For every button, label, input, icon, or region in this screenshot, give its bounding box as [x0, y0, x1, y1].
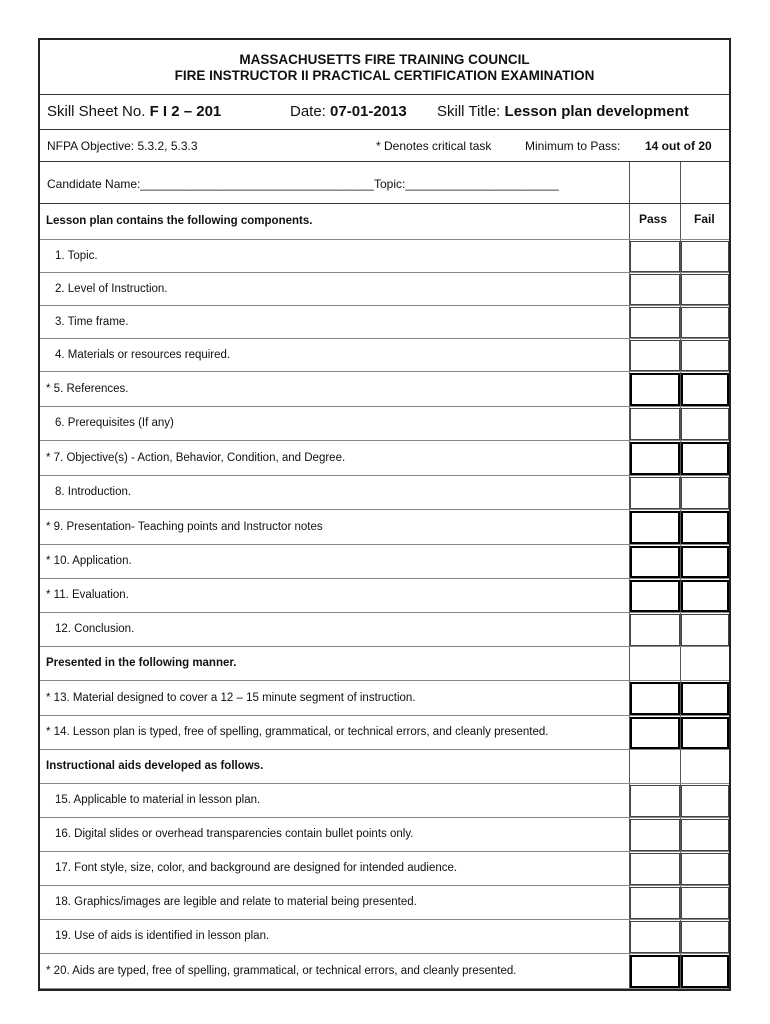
item-label: * 7. Objective(s) - Action, Behavior, Condition, and Degree. [46, 452, 346, 464]
fail-checkbox[interactable] [681, 580, 729, 612]
checklist-item [40, 273, 729, 306]
item-label: 1. Topic. [55, 250, 98, 262]
fail-checkbox[interactable] [681, 921, 729, 953]
checklist-item [40, 407, 729, 441]
checklist-item [40, 476, 729, 510]
section-label: Presented in the following manner. [46, 657, 237, 669]
item-label: 6. Prerequisites (If any) [55, 417, 174, 429]
candidate-row [40, 162, 729, 204]
exam-date: Date: 07-01-2013 [290, 103, 407, 120]
checklist-item [40, 818, 729, 852]
fail-checkbox[interactable] [681, 307, 729, 338]
council-title: MASSACHUSETTS FIRE TRAINING COUNCIL [239, 52, 530, 67]
item-label: * 5. References. [46, 383, 129, 395]
item-label: 17. Font style, size, color, and background are designed for intended audience. [55, 862, 458, 874]
fail-checkbox[interactable] [681, 274, 729, 305]
fail-checkbox[interactable] [681, 546, 729, 578]
pass-checkbox[interactable] [630, 546, 680, 578]
pass-checkbox[interactable] [630, 853, 680, 885]
sheet-header [40, 40, 729, 95]
checklist-item [40, 784, 729, 818]
item-label: * 11. Evaluation. [46, 589, 129, 601]
checklist-item [40, 240, 729, 273]
checklist-item [40, 920, 729, 954]
item-label: 2. Level of Instruction. [55, 283, 168, 295]
checklist-item [40, 681, 729, 716]
skill-sheet-number: Skill Sheet No. F I 2 – 201 [47, 103, 222, 120]
section-heading [40, 647, 729, 681]
section-label: Instructional aids developed as follows. [46, 760, 264, 772]
critical-note: * Denotes critical task [376, 139, 492, 153]
checklist-item [40, 579, 729, 613]
exam-title: FIRE INSTRUCTOR II PRACTICAL CERTIFICATION EXAMINATION [174, 68, 595, 83]
section-label: Lesson plan contains the following components. [46, 215, 313, 227]
checklist-item [40, 716, 729, 750]
section-heading [40, 750, 729, 784]
checklist-item [40, 886, 729, 920]
objective-row [40, 130, 729, 162]
pass-checkbox[interactable] [630, 307, 680, 338]
pass-checkbox[interactable] [630, 408, 680, 440]
fail-checkbox[interactable] [681, 511, 729, 544]
pass-checkbox[interactable] [630, 442, 680, 475]
fail-checkbox[interactable] [681, 241, 729, 272]
fail-checkbox[interactable] [681, 373, 729, 406]
candidate-topic-line: Candidate Name:___________________________________Topic:_______________________ [47, 177, 559, 191]
fail-checkbox[interactable] [681, 442, 729, 475]
pass-checkbox[interactable] [630, 511, 680, 544]
checklist-item [40, 510, 729, 545]
checklist-item [40, 545, 729, 579]
checklist-item [40, 852, 729, 886]
fail-checkbox[interactable] [681, 408, 729, 440]
checklist-item [40, 372, 729, 407]
fail-checkbox[interactable] [681, 819, 729, 851]
fail-checkbox[interactable] [681, 717, 729, 749]
pass-checkbox[interactable] [630, 717, 680, 749]
item-label: 19. Use of aids is identified in lesson plan. [55, 930, 270, 942]
fail-checkbox[interactable] [681, 340, 729, 371]
item-label: 8. Introduction. [55, 486, 132, 498]
pass-checkbox[interactable] [630, 477, 680, 509]
fail-checkbox[interactable] [681, 955, 729, 988]
pass-checkbox[interactable] [630, 819, 680, 851]
pass-checkbox[interactable] [630, 340, 680, 371]
nfpa-objective: NFPA Objective: 5.3.2, 5.3.3 [47, 139, 198, 153]
checklist-rows [40, 204, 729, 989]
checklist-item [40, 339, 729, 372]
min-pass-value: 14 out of 20 [645, 139, 712, 153]
pass-checkbox[interactable] [630, 682, 680, 715]
section-heading [40, 204, 729, 240]
item-label: 15. Applicable to material in lesson plan. [55, 794, 261, 806]
pass-checkbox[interactable] [630, 274, 680, 305]
fail-checkbox[interactable] [681, 887, 729, 919]
checklist [40, 162, 729, 989]
item-label: 16. Digital slides or overhead transparencies contain bullet points only. [55, 828, 414, 840]
fail-checkbox[interactable] [681, 853, 729, 885]
skill-sheet [38, 38, 731, 991]
fail-checkbox[interactable] [681, 682, 729, 715]
pass-checkbox[interactable] [630, 580, 680, 612]
pass-checkbox[interactable] [630, 955, 680, 988]
fail-checkbox[interactable] [681, 785, 729, 817]
item-label: * 13. Material designed to cover a 12 – 15 minute segment of instruction. [46, 692, 416, 704]
fail-header: Fail [694, 212, 715, 226]
pass-checkbox[interactable] [630, 241, 680, 272]
item-label: 12. Conclusion. [55, 623, 135, 635]
fail-checkbox[interactable] [681, 614, 729, 646]
pass-checkbox[interactable] [630, 373, 680, 406]
item-label: 3. Time frame. [55, 316, 129, 328]
item-label: * 10. Application. [46, 555, 132, 567]
checklist-item [40, 441, 729, 476]
checklist-item [40, 613, 729, 647]
min-pass-label: Minimum to Pass: [525, 139, 621, 153]
item-label: 18. Graphics/images are legible and relate to material being presented. [55, 896, 417, 908]
item-label: * 20. Aids are typed, free of spelling, grammatical, or technical errors, and cleanly presented. [46, 965, 517, 977]
fail-checkbox[interactable] [681, 477, 729, 509]
skill-title: Skill Title: Lesson plan development [437, 103, 689, 120]
pass-header: Pass [639, 212, 668, 226]
item-label: * 9. Presentation- Teaching points and Instructor notes [46, 521, 323, 533]
checklist-item [40, 306, 729, 339]
checklist-item [40, 954, 729, 989]
item-label: 4. Materials or resources required. [55, 349, 231, 361]
pass-checkbox[interactable] [630, 614, 680, 646]
pass-checkbox[interactable] [630, 785, 680, 817]
skill-info-row [40, 95, 729, 130]
item-label: * 14. Lesson plan is typed, free of spelling, grammatical, or technical errors, and cleanly presented. [46, 726, 549, 738]
pass-checkbox[interactable] [630, 887, 680, 919]
pass-checkbox[interactable] [630, 921, 680, 953]
